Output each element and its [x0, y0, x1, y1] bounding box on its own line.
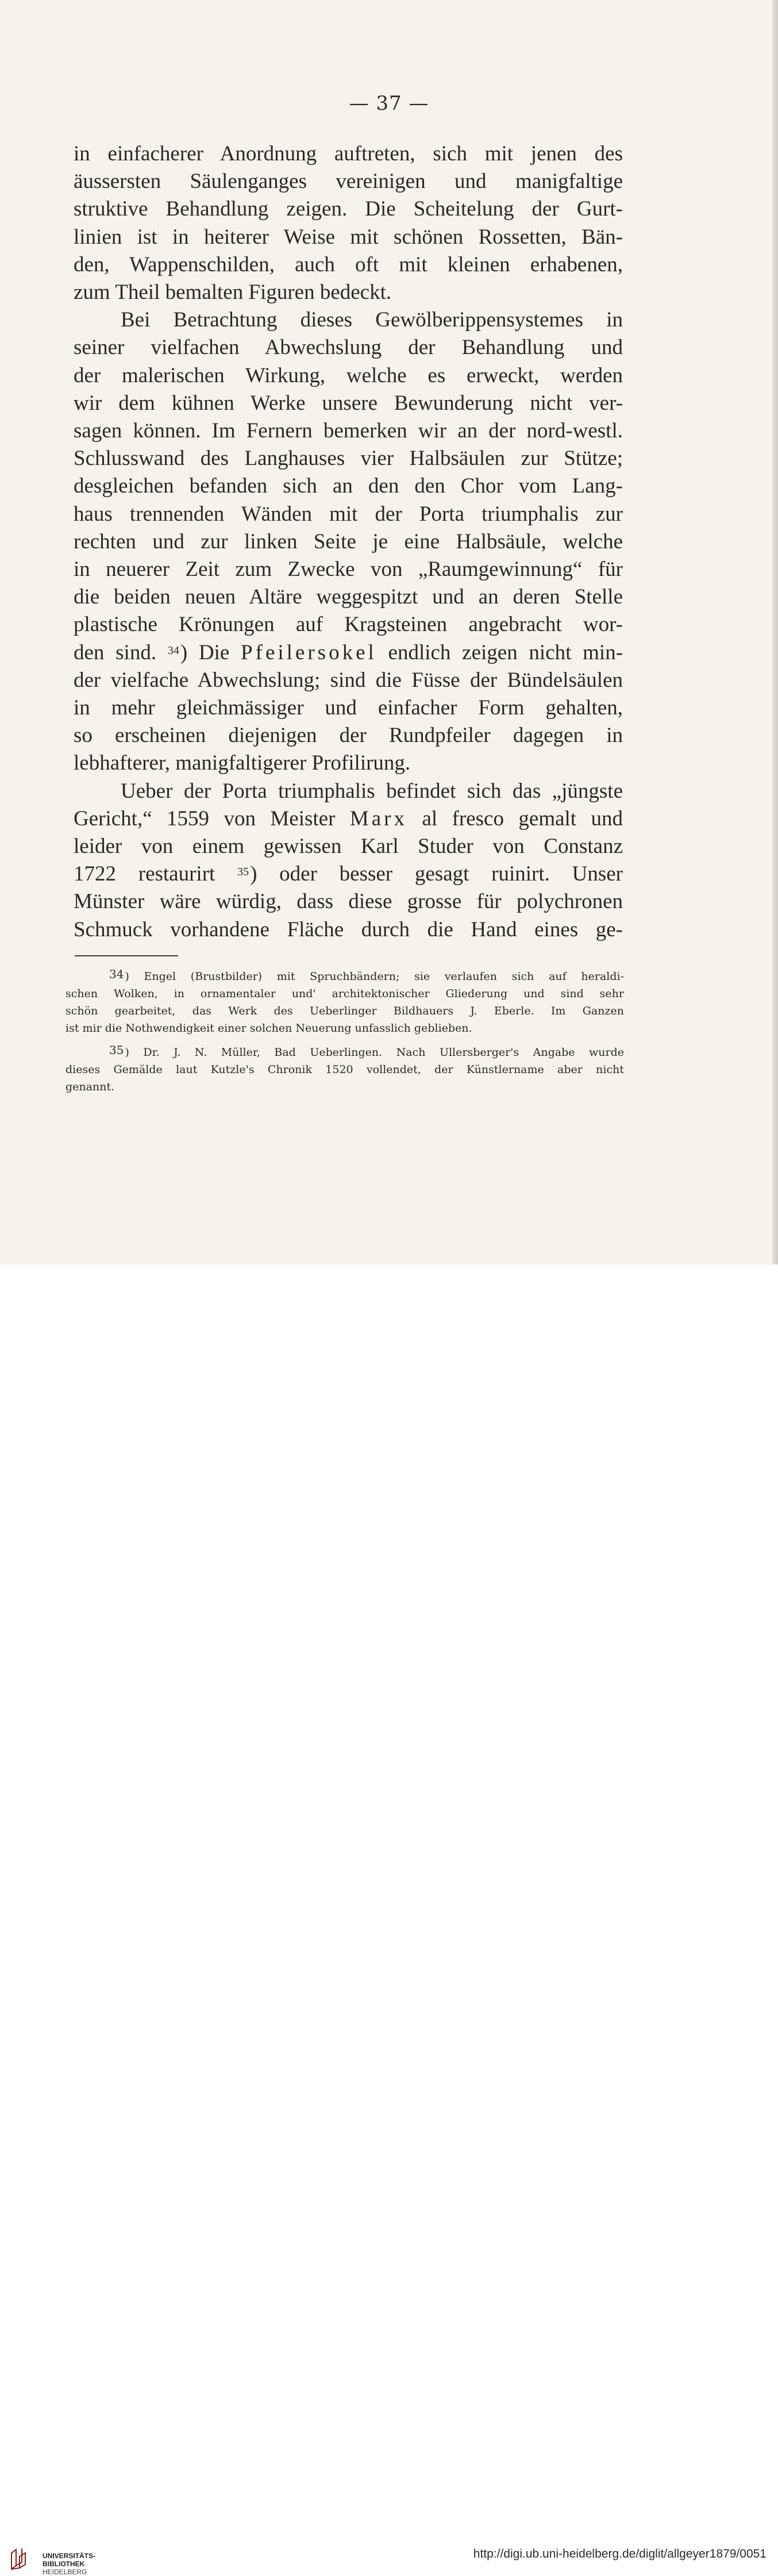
- footnote-separator: [75, 955, 178, 956]
- footnote-marker: 35: [109, 1043, 124, 1057]
- text-line: Bei Betrachtung dieses Gewölberippensystemes in: [121, 308, 623, 332]
- text-line: so erscheinen diejenigen der Rundpfeiler dagegen in: [74, 724, 623, 748]
- text-line: [74, 860, 623, 888]
- footnote-line: ist mir die Nothwendigkeit einer solchen Neuerung unfasslich geblieben.: [66, 1022, 472, 1035]
- text-line: äussersten Säulenganges vereinigen und manigfaltige: [74, 170, 623, 194]
- main-text: [74, 140, 623, 944]
- footnote-ref-34: 34: [167, 644, 179, 657]
- footnotes: [66, 968, 624, 1102]
- text-segment: 1722 restaurirt: [74, 862, 215, 886]
- spaced-term: Marx: [349, 806, 408, 831]
- footnote-34: [66, 968, 624, 1037]
- text-line: Münster wäre würdig, dass diese grosse für polychronen: [74, 890, 623, 914]
- footer: [0, 1264, 778, 2576]
- text-line: zum Theil bemalten Figuren bedeckt.: [74, 280, 392, 305]
- spaced-term: Pfeilersokel: [241, 640, 377, 664]
- footnote-line: [66, 968, 624, 985]
- text-line: leider von einem gewissen Karl Studer von Constanz: [74, 835, 623, 859]
- footnote-35: [66, 1044, 624, 1095]
- footnote-text: ) Dr. J. N. Müller, Bad Ueberlingen. Nach Ullersberger's Angabe wurde: [125, 1046, 624, 1059]
- text-line: in neuerer Zeit zum Zwecke von „Raumgewinnung“ für: [74, 558, 623, 582]
- text-line: linien ist in heiterer Weise mit schönen Rossetten, Bän-: [74, 225, 623, 249]
- text-line: Ueber der Porta triumphalis befindet sich das „jüngste: [121, 779, 623, 803]
- text-line: [74, 639, 623, 667]
- text-line: lebhafterer, manigfaltigerer Profilirung.: [74, 751, 411, 775]
- text-line: haus trennenden Wänden mit der Porta triumphalis zur: [74, 502, 623, 526]
- footnote-line: dieses Gemälde laut Kutzle's Chronik 1520 vollendet, der Künstlername aber nicht: [66, 1063, 624, 1076]
- source-url-link[interactable]: http://digi.ub.uni-heidelberg.de/diglit/allgeyer1879/0051: [473, 2547, 767, 2560]
- text-line: plastische Krönungen auf Kragsteinen angebracht wor-: [74, 613, 623, 637]
- text-line: rechten und zur linken Seite je eine Halbsäule, welche: [74, 529, 623, 553]
- footnote-line: schen Wolken, in ornamentaler und' architektonischer Gliederung und sind sehr: [66, 987, 624, 1000]
- page-number: — 37 —: [349, 92, 429, 115]
- footnote-marker: 34: [109, 967, 124, 981]
- text-segment: endlich zeigen nicht min-: [388, 640, 623, 664]
- text-line: der malerischen Wirkung, welche es erweckt, werden: [74, 363, 623, 387]
- text-line: [74, 805, 623, 833]
- text-line: in einfacherer Anordnung auftreten, sich mit jenen des: [74, 142, 623, 166]
- text-segment: al fresco gemalt und: [422, 806, 623, 831]
- library-name-line: HEIDELBERG: [43, 2568, 87, 2576]
- text-segment: Gericht,“ 1559 von Meister: [74, 806, 336, 831]
- footnote-text: ) Engel (Brustbilder) mit Spruchbändern; sie verlaufen sich auf heraldi-: [125, 970, 624, 983]
- text-line: wir dem kühnen Werke unsere Bewunderung nicht ver-: [74, 391, 623, 415]
- text-line: Schlusswand des Langhauses vier Halbsäulen zur Stütze;: [74, 447, 623, 471]
- library-logo-icon: [8, 2547, 37, 2570]
- library-name-line: UNIVERSITÄTS-: [43, 2552, 96, 2560]
- text-line: desgleichen befanden sich an den den Chor vom Lang-: [74, 474, 623, 498]
- text-line: der vielfache Abwechslung; sind die Füsse der Bündelsäulen: [74, 668, 623, 692]
- text-line: struktive Behandlung zeigen. Die Scheitelung der Gurt-: [74, 197, 623, 221]
- text-line: sagen können. Im Fernern bemerken wir an der nord-westl.: [74, 419, 623, 443]
- text-line: Schmuck vorhandene Fläche durch die Hand eines ge-: [74, 917, 623, 941]
- library-name-line: BIBLIOTHEK: [43, 2560, 85, 2568]
- text-segment: ) Die: [180, 640, 230, 664]
- footnote-line: [66, 1044, 624, 1061]
- footnote-line: schön gearbeitet, das Werk des Ueberlinger Bildhauers J. Eberle. Im Ganzen: [66, 1005, 624, 1017]
- text-segment: ) oder besser gesagt ruinirt. Unser: [250, 862, 623, 886]
- text-line: die beiden neuen Altäre weggespitzt und an deren Stelle: [74, 585, 623, 609]
- footnote-ref-35: 35: [237, 866, 249, 879]
- text-line: in mehr gleichmässiger und einfacher Form gehalten,: [74, 696, 623, 720]
- footnote-line: genannt.: [66, 1081, 115, 1093]
- library-name: [43, 2552, 95, 2576]
- text-line: seiner vielfachen Abwechslung der Behandlung und: [74, 336, 623, 360]
- text-segment: den sind.: [74, 640, 157, 664]
- text-line: den, Wappenschilden, auch oft mit kleinen erhabenen,: [74, 252, 623, 276]
